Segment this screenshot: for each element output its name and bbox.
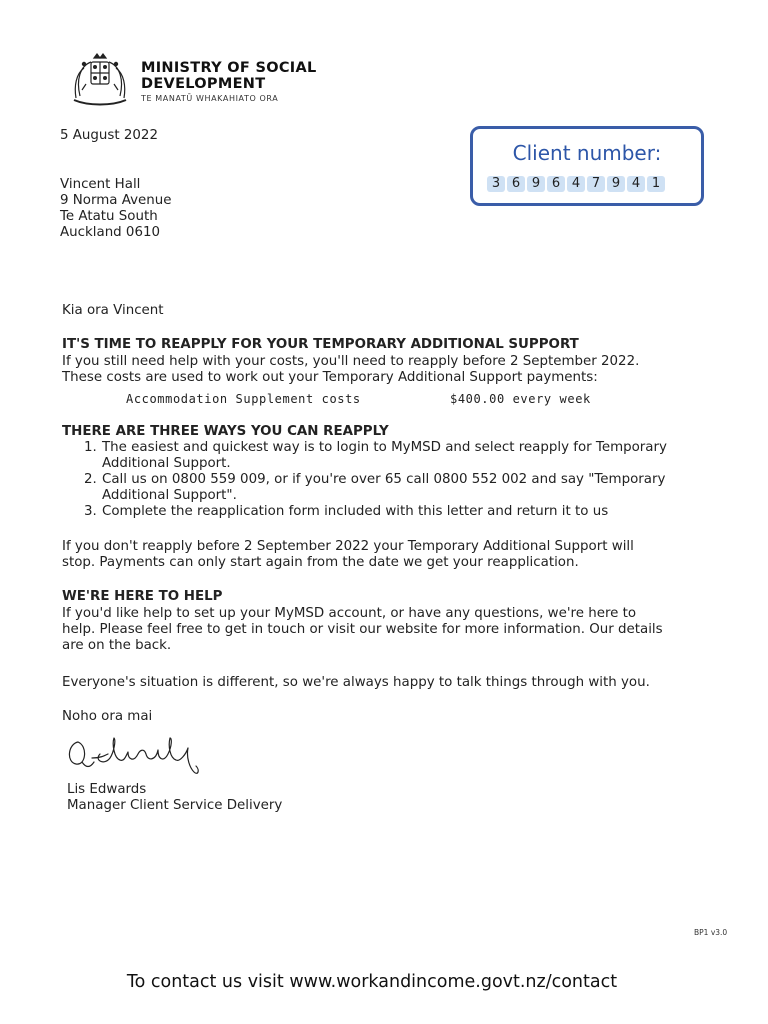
- section-reapply-body: [62, 354, 639, 386]
- org-maori-name: TE MANATŪ WHAKAHIATO ORA: [141, 94, 279, 103]
- list-item-line: Additional Support".: [102, 488, 237, 503]
- client-digit: 6: [547, 176, 565, 192]
- list-item: [80, 504, 740, 520]
- body-line: are on the back.: [62, 638, 172, 653]
- recipient-city: Auckland 0610: [60, 225, 161, 240]
- recipient-suburb: Te Atatu South: [60, 209, 158, 224]
- recipient-address: [60, 177, 172, 241]
- client-digit: 4: [627, 176, 645, 192]
- client-digit: 6: [507, 176, 525, 192]
- section-heading-ways: THERE ARE THREE WAYS YOU CAN REAPPLY: [62, 424, 389, 439]
- body-line: help. Please feel free to get in touch or visit our website for more information. Our details: [62, 622, 663, 637]
- signatory-role: Manager Client Service Delivery: [67, 798, 283, 813]
- letter-date: 5 August 2022: [60, 128, 158, 143]
- list-item: [80, 440, 740, 472]
- footer-contact: To contact us visit www.workandincome.govt.nz/contact: [126, 972, 618, 992]
- handwritten-signature: [64, 732, 204, 778]
- client-digit: 3: [487, 176, 505, 192]
- body-line: These costs are used to work out your Temporary Additional Support payments:: [62, 370, 598, 385]
- body-line: If you don't reapply before 2 September 2022 your Temporary Additional Support will: [62, 539, 634, 554]
- document-version: BP1 v3.0: [694, 928, 728, 937]
- section-heading-reapply: IT'S TIME TO REAPPLY FOR YOUR TEMPORARY ADDITIONAL SUPPORT: [62, 337, 579, 352]
- org-name-line2: DEVELOPMENT: [141, 76, 266, 92]
- cost-label: Accommodation Supplement costs: [126, 392, 361, 406]
- cost-amount: $400.00 every week: [450, 392, 591, 406]
- signatory-name: Lis Edwards: [67, 782, 147, 797]
- list-item-line: Call us on 0800 559 009, or if you're over 65 call 0800 552 002 and say "Temporary: [102, 472, 666, 487]
- client-number-label: Client number:: [512, 141, 662, 165]
- org-name-line1: MINISTRY OF SOCIAL: [141, 60, 317, 76]
- situation-note: Everyone's situation is different, so we're always happy to talk things through with you.: [62, 675, 650, 690]
- client-digit: 7: [587, 176, 605, 192]
- ways-list: [80, 440, 740, 520]
- client-digit: 9: [527, 176, 545, 192]
- greeting: Kia ora Vincent: [62, 303, 164, 318]
- list-item: [80, 472, 740, 504]
- body-line: If you still need help with your costs, you'll need to reapply before 2 September 2022.: [62, 354, 640, 369]
- client-digit: 9: [607, 176, 625, 192]
- closing-salutation: Noho ora mai: [62, 709, 153, 724]
- list-number: 3.: [84, 504, 97, 519]
- nz-coat-of-arms-logo: [64, 52, 134, 108]
- body-line: stop. Payments can only start again from the date we get your reapplication.: [62, 555, 579, 570]
- client-number-digits: [487, 176, 665, 192]
- cost-row: [126, 391, 591, 407]
- list-item-line: The easiest and quickest way is to login to MyMSD and select reapply for Temporary: [102, 440, 667, 455]
- list-number: 1.: [84, 440, 97, 455]
- body-line: If you'd like help to set up your MyMSD account, or have any questions, we're here to: [62, 606, 637, 621]
- section-help-body: [62, 606, 663, 654]
- client-digit: 1: [647, 176, 665, 192]
- reapply-deadline-note: [62, 539, 634, 571]
- section-heading-help: WE'RE HERE TO HELP: [62, 589, 223, 604]
- list-number: 2.: [84, 472, 97, 487]
- list-item-line: Complete the reapplication form included with this letter and return it to us: [102, 504, 609, 519]
- client-number-box: [470, 126, 704, 206]
- list-item-line: Additional Support.: [102, 456, 231, 471]
- recipient-name: Vincent Hall: [60, 177, 141, 192]
- client-digit: 4: [567, 176, 585, 192]
- recipient-street: 9 Norma Avenue: [60, 193, 172, 208]
